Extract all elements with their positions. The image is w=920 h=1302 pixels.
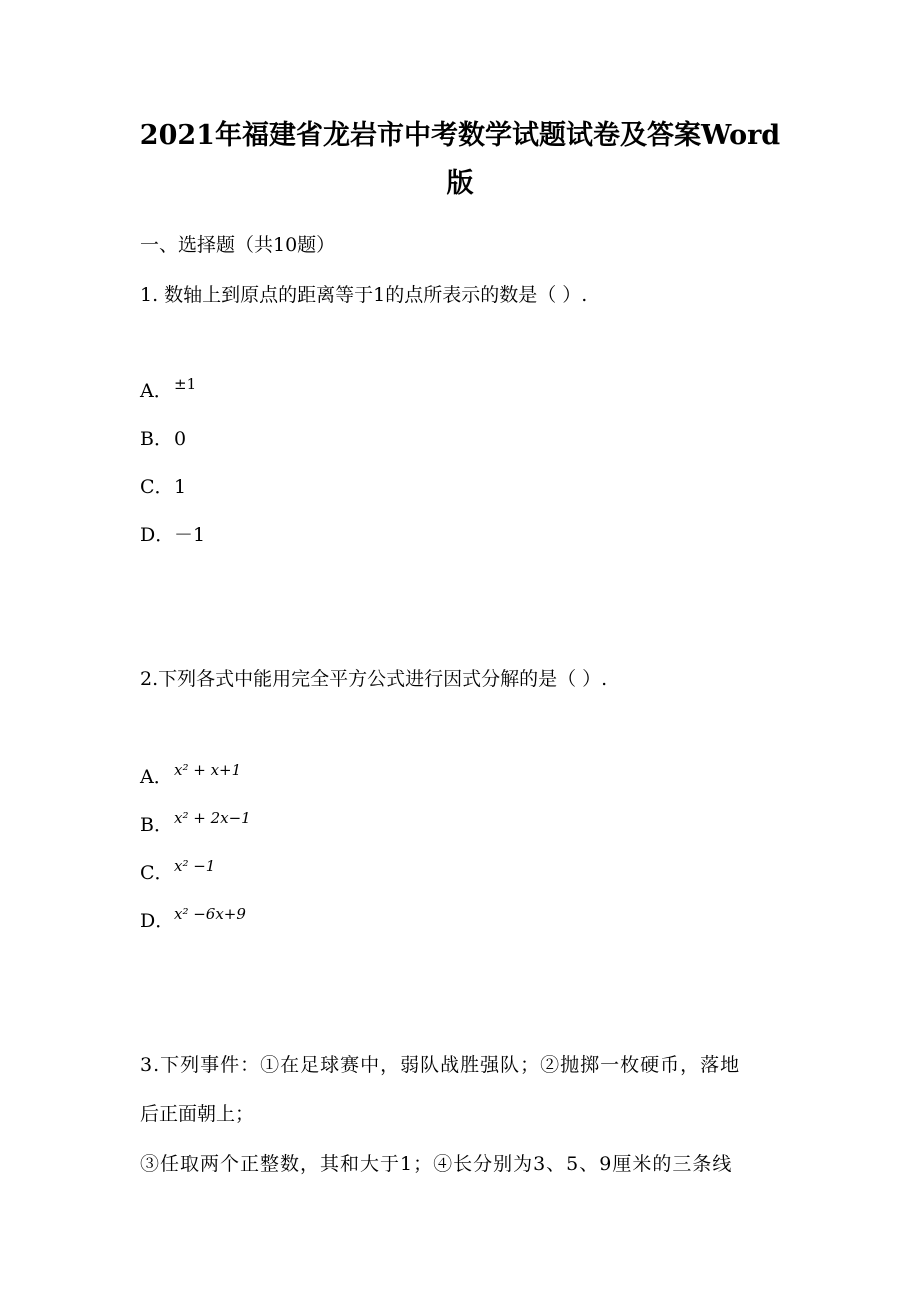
q1-option-a <box>140 375 197 405</box>
option-formula: x² + x+1 <box>174 761 242 779</box>
option-formula: x² + 2x−1 <box>174 809 251 827</box>
q2-option-d <box>140 905 246 935</box>
document-title <box>100 112 820 208</box>
q2-option-b <box>140 809 251 839</box>
title-line-2: 版 <box>446 168 474 199</box>
option-label: A． <box>140 766 173 788</box>
q3-line-2: 后正面朝上； <box>140 1103 255 1125</box>
q3-line-1: 3.下列事件：①在足球赛中，弱队战胜强队；②抛掷一枚硬币，落地 <box>140 1054 741 1076</box>
option-label: B． <box>140 814 173 836</box>
q2-option-c <box>140 857 216 887</box>
option-label: C． <box>140 862 174 884</box>
option-text: ±1 <box>174 375 197 393</box>
q1-option-d <box>140 522 205 548</box>
title-line-1: 2021年福建省龙岩市中考数学试题试卷及答案Word <box>139 120 781 151</box>
option-formula: x² −1 <box>174 857 216 875</box>
q2-stem: 2.下列各式中能用完全平方公式进行因式分解的是（ ）. <box>140 668 608 690</box>
q1-option-b <box>140 426 186 452</box>
section-heading: 一、选择题（共10题） <box>140 234 336 256</box>
q1-option-c <box>140 474 186 500</box>
option-text: －1 <box>174 524 206 546</box>
q2-option-a <box>140 761 242 791</box>
q1-stem: 1. 数轴上到原点的距离等于1的点所表示的数是（ ）. <box>140 284 588 306</box>
option-label: D． <box>140 524 175 546</box>
q3-line-3: ③任取两个正整数，其和大于1；④长分别为3、5、9厘米的三条线 <box>140 1153 733 1175</box>
option-label: A． <box>140 380 173 402</box>
option-text: 1 <box>174 476 187 498</box>
option-label: D． <box>140 910 175 932</box>
option-formula: x² −6x+9 <box>174 905 246 923</box>
option-label: B． <box>140 428 173 450</box>
option-label: C． <box>140 476 174 498</box>
option-text: 0 <box>174 428 187 450</box>
